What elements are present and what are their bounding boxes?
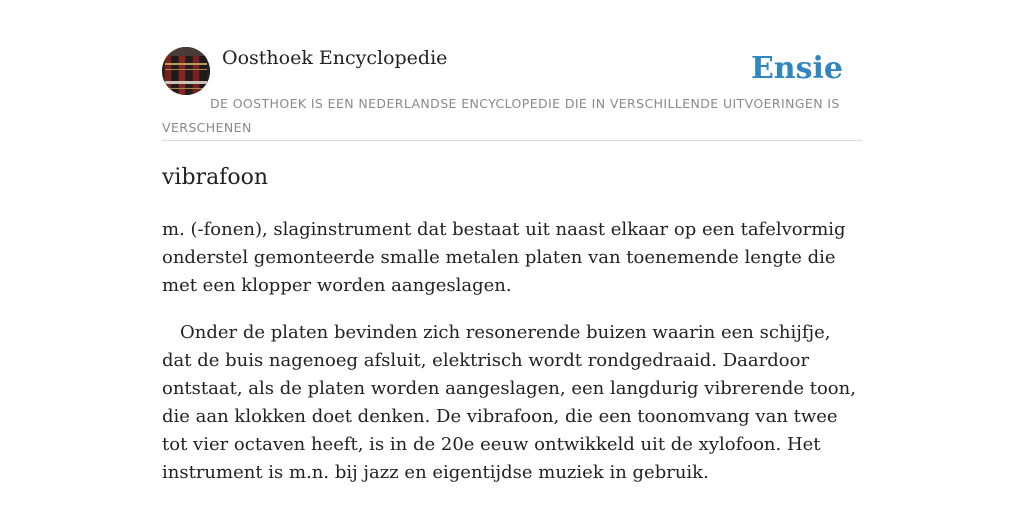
entry-title: vibrafoon xyxy=(162,165,268,190)
brand-logo[interactable]: Ensie xyxy=(750,51,843,86)
entry-paragraph: m. (-fonen), slaginstrument dat bestaat uit naast elkaar op een tafelvormig onderstel gemonteerde smalle metalen platen van toenemende lengte die met een klopper worden aangeslagen. xyxy=(162,219,846,296)
site-header xyxy=(162,46,862,141)
entry-body xyxy=(162,216,862,506)
encyclopedia-books-icon[interactable] xyxy=(162,47,210,95)
entry-paragraph: Onder de platen bevinden zich resonerende buizen waarin een schijfje, dat de buis nagenoeg afsluit, elektrisch wordt rondgedraaid. Daardoor ontstaat, als de platen worden aangeslagen, een langdurig vibrerende toon, die aan klokken doet denken. De vibrafoon, die een toonomvang van twee tot vier octaven heeft, is in de 20e eeuw ontwikkeld uit de xylofoon. Het instrument is m.n. bij jazz en eigentijdse muziek in gebruik. xyxy=(162,322,856,483)
site-tagline: DE OOSTHOEK IS EEN NEDERLANDSE ENCYCLOPEDIE DIE IN VERSCHILLENDE UITVOERINGEN IS VERSCHENEN xyxy=(162,96,840,135)
site-title[interactable]: Oosthoek Encyclopedie xyxy=(222,47,448,69)
